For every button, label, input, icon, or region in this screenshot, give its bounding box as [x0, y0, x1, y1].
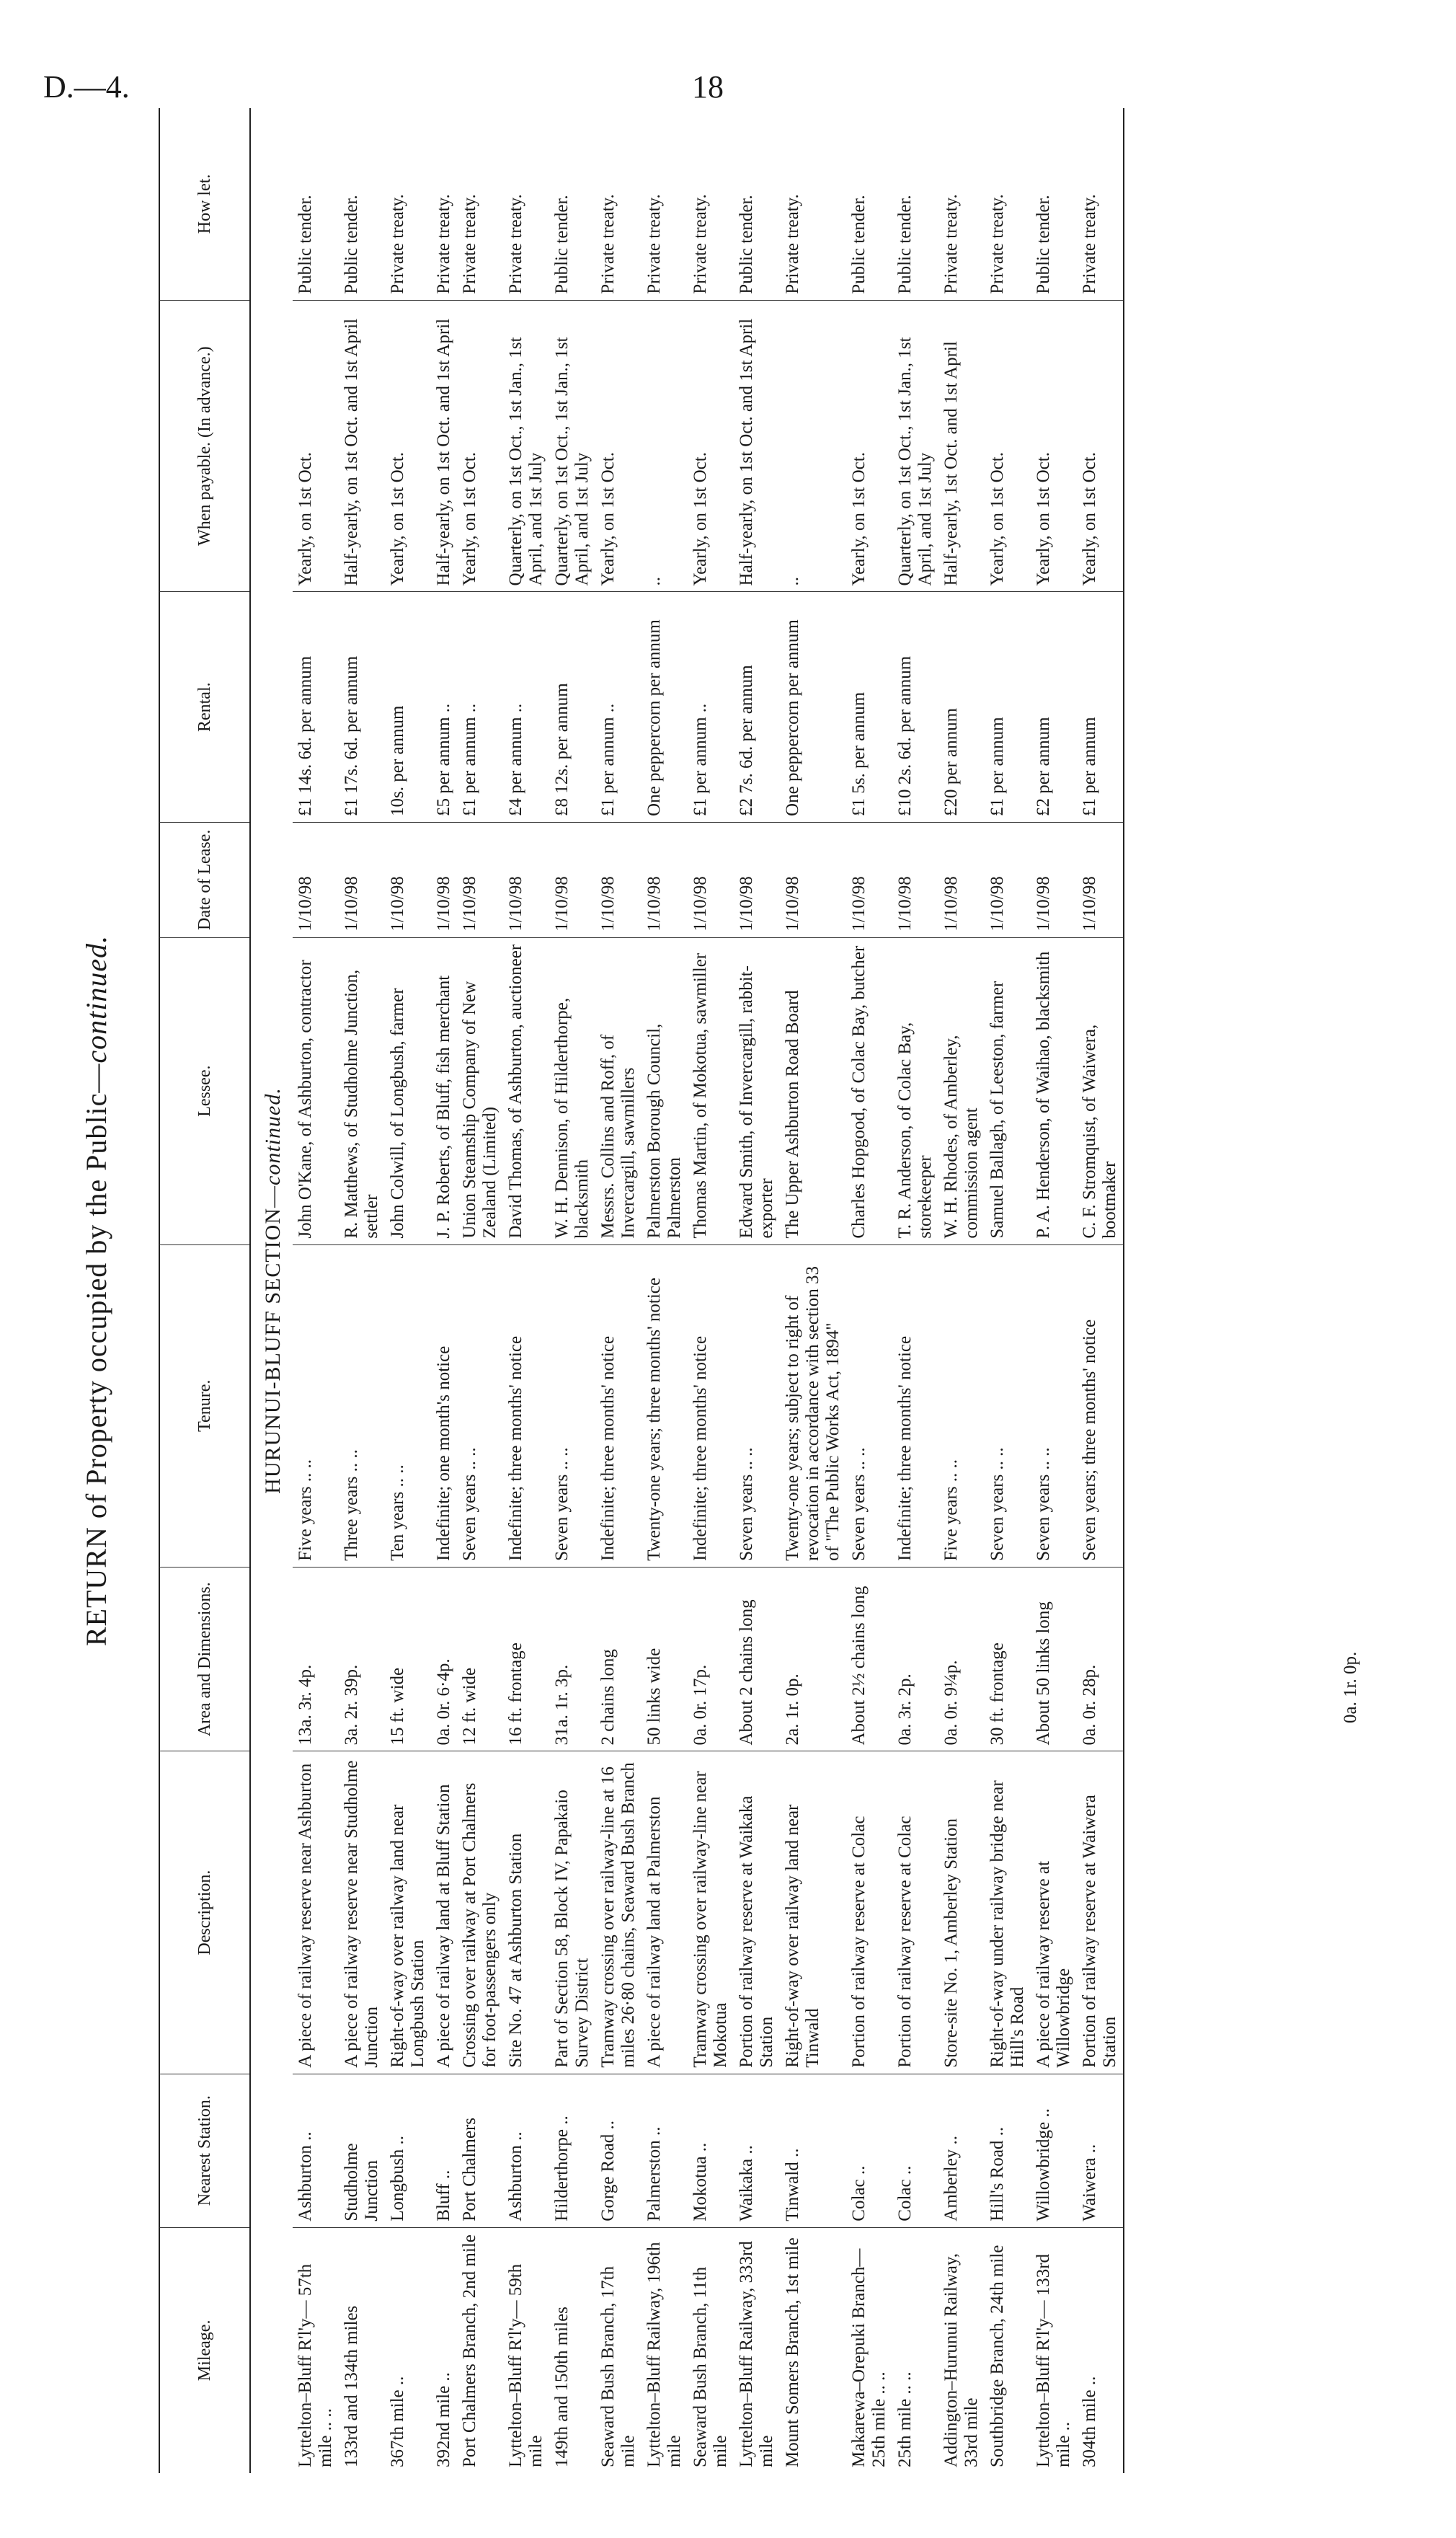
cell-mileage: Mount Somers Branch, 1st mile — [782, 2237, 802, 2467]
cell-lessee: Union Steamship Company of New Zealand (Limited) — [457, 937, 503, 1244]
table-row — [892, 108, 938, 2473]
cell-how: Private treaty. — [938, 108, 985, 300]
cell-rental: £1 per annum — [1077, 592, 1124, 822]
cell-tenure: Seven years; three months' notice — [1077, 1244, 1124, 1567]
cell-tenure: Seven years .. .. — [1031, 1244, 1077, 1567]
cell-date: 1/10/98 — [938, 822, 985, 937]
table-row — [431, 108, 457, 2473]
cell-tenure: Indefinite; three months' notice — [595, 1244, 642, 1567]
col-tenure: Tenure. — [159, 1244, 250, 1567]
cell-description: Tramway crossing over railway-line at 16 miles 26·80 chains, Seaward Bush Branch — [595, 1751, 642, 2074]
cell-payable: Quarterly, on 1st Oct., 1st Jan., 1st April, and 1st July — [503, 300, 549, 592]
cell-rental: £2 7s. 6d. per annum — [734, 592, 780, 822]
cell-description: Portion of railway reserve at Waiwera Station — [1077, 1751, 1124, 2074]
cell-description: Store-site No. 1, Amberley Station — [938, 1751, 985, 2074]
cell-date: 1/10/98 — [642, 822, 688, 937]
table-row — [339, 108, 385, 2473]
cell-payable: Half-yearly, on 1st Oct. and 1st April — [431, 300, 457, 592]
cell-payable: .. — [642, 300, 688, 592]
cell-lessee: The Upper Ashburton Road Board — [780, 937, 846, 1244]
cell-rental: £5 per annum .. — [431, 592, 457, 822]
cell-mileage: Lyttelton–Bluff Railway, 196th mile — [644, 2242, 684, 2467]
cell-date: 1/10/98 — [595, 822, 642, 937]
cell-lessee: R. Matthews, of Studholme Junction, settler — [339, 937, 385, 1244]
cell-mileage: 367th mile .. — [387, 2376, 407, 2467]
cell-area: 12 ft. wide — [457, 1567, 503, 1751]
cell-lessee: Messrs. Collins and Roff, of Invercargill, sawmillers — [595, 937, 642, 1244]
cell-payable: Yearly, on 1st Oct. — [1031, 300, 1077, 592]
col-description: Description. — [159, 1751, 250, 2074]
cell-lessee: W. H. Rhodes, of Amberley, commission agent — [938, 937, 985, 1244]
table-row — [642, 108, 688, 2473]
cell-area: About 2½ chains long — [846, 1567, 892, 1751]
cell-date: 1/10/98 — [892, 822, 938, 937]
cell-station: Mokotua .. — [688, 2074, 734, 2227]
col-mileage: Mileage. — [159, 2227, 250, 2473]
cell-description: A piece of railway reserve at Willowbridge — [1031, 1751, 1077, 2074]
cell-how: Private treaty. — [985, 108, 1031, 300]
cell-how: Public tender. — [734, 108, 780, 300]
section-name: HURUNUI-BLUFF SECTION— — [261, 1185, 285, 1494]
cell-rental: £8 12s. per annum — [549, 592, 595, 822]
section-row — [250, 108, 293, 2473]
cell-payable: Yearly, on 1st Oct. — [688, 300, 734, 592]
table-row — [549, 108, 595, 2473]
extra-area-note: 0a. 1r. 0p. — [1341, 1651, 1360, 1723]
cell-rental: One peppercorn per annum — [642, 592, 688, 822]
cell-date: 1/10/98 — [985, 822, 1031, 937]
col-rental: Rental. — [159, 592, 250, 822]
cell-rental: £1 per annum .. — [595, 592, 642, 822]
cell-lessee: David Thomas, of Ashburton, auctioneer — [503, 937, 549, 1244]
cell-date: 1/10/98 — [385, 822, 431, 937]
cell-area: About 50 links long — [1031, 1567, 1077, 1751]
cell-how: Private treaty. — [595, 108, 642, 300]
cell-lessee: Edward Smith, of Invercargill, rabbit-exporter — [734, 937, 780, 1244]
cell-how: Public tender. — [293, 108, 339, 300]
section-heading — [250, 108, 293, 2473]
cell-description: Crossing over railway at Port Chalmers for foot-passengers only — [457, 1751, 503, 2074]
cell-payable: Half-yearly, on 1st Oct. and 1st April — [339, 300, 385, 592]
cell-station: Waiwera .. — [1077, 2074, 1124, 2227]
cell-how: Private treaty. — [780, 108, 846, 300]
cell-description: Tramway crossing over railway-line near Mokotua — [688, 1751, 734, 2074]
cell-mileage: 392nd mile .. — [433, 2372, 453, 2467]
cell-how: Public tender. — [549, 108, 595, 300]
page-number: 18 — [692, 69, 724, 105]
cell-date: 1/10/98 — [688, 822, 734, 937]
table-row — [1077, 108, 1124, 2473]
cell-date: 1/10/98 — [549, 822, 595, 937]
cell-payable: Quarterly, on 1st Oct., 1st Jan., 1st April, and 1st July — [892, 300, 938, 592]
cell-area: 0a. 0r. 6·4p. — [431, 1567, 457, 1751]
cell-how: Public tender. — [892, 108, 938, 300]
cell-rental: £1 17s. 6d. per annum — [339, 592, 385, 822]
cell-date: 1/10/98 — [734, 822, 780, 937]
cell-description: A piece of railway land at Palmerston — [642, 1751, 688, 2074]
table-row — [846, 108, 892, 2473]
cell-date: 1/10/98 — [780, 822, 846, 937]
cell-station: Studholme Junction — [339, 2074, 385, 2227]
cell-payable: Yearly, on 1st Oct. — [385, 300, 431, 592]
cell-station: Longbush .. — [385, 2074, 431, 2227]
cell-how: Private treaty. — [1077, 108, 1124, 300]
cell-rental: £4 per annum .. — [503, 592, 549, 822]
cell-tenure: Five years .. .. — [938, 1244, 985, 1567]
cell-lessee: John Colwill, of Longbush, farmer — [385, 937, 431, 1244]
cell-how: Public tender. — [846, 108, 892, 300]
cell-how: Private treaty. — [503, 108, 549, 300]
cell-tenure: Seven years .. .. — [734, 1244, 780, 1567]
cell-mileage: Seaward Bush Branch, 11th mile — [690, 2266, 730, 2467]
cell-description: Portion of railway reserve at Colac — [892, 1751, 938, 2074]
cell-area: 0a. 3r. 2p. — [892, 1567, 938, 1751]
cell-how: Private treaty. — [642, 108, 688, 300]
table-row — [457, 108, 503, 2473]
cell-station: Amberley .. — [938, 2074, 985, 2227]
cell-lessee: J. P. Roberts, of Bluff, fish merchant — [431, 937, 457, 1244]
cell-tenure: Indefinite; three months' notice — [688, 1244, 734, 1567]
title-main: RETURN of Property occupied by the Public— — [80, 1063, 112, 1647]
cell-date: 1/10/98 — [457, 822, 503, 937]
cell-description: Portion of railway reserve at Waikaka Station — [734, 1751, 780, 2074]
cell-mileage: Makarewa–Orepuki Branch— 25th mile .. .. — [848, 2248, 889, 2467]
col-area: Area and Dimensions. — [159, 1567, 250, 1751]
cell-date: 1/10/98 — [503, 822, 549, 937]
cell-rental: £2 per annum — [1031, 592, 1077, 822]
cell-rental: £20 per annum — [938, 592, 985, 822]
cell-area: 0a. 0r. 9¼p. — [938, 1567, 985, 1751]
cell-area: 2a. 1r. 0p. — [780, 1567, 846, 1751]
cell-mileage: Lyttelton–Bluff R'l'y— 59th mile — [505, 2263, 546, 2467]
cell-station: Port Chalmers — [457, 2074, 503, 2227]
cell-payable: Yearly, on 1st Oct. — [985, 300, 1031, 592]
col-date-of-lease: Date of Lease. — [159, 822, 250, 937]
cell-mileage: 149th and 150th miles — [551, 2307, 572, 2467]
cell-how: Private treaty. — [688, 108, 734, 300]
cell-station: Ashburton .. — [503, 2074, 549, 2227]
cell-payable: Yearly, on 1st Oct. — [1077, 300, 1124, 592]
cell-station: Gorge Road .. — [595, 2074, 642, 2227]
cell-tenure: Seven years .. .. — [985, 1244, 1031, 1567]
col-lessee: Lessee. — [159, 937, 250, 1244]
cell-tenure: Seven years .. .. — [457, 1244, 503, 1567]
cell-payable: Half-yearly, 1st Oct. and 1st April — [938, 300, 985, 592]
table-row — [688, 108, 734, 2473]
cell-mileage: Addington–Hurunui Railway, 33rd mile — [941, 2253, 981, 2467]
cell-area: 31a. 1r. 3p. — [549, 1567, 595, 1751]
cell-date: 1/10/98 — [1077, 822, 1124, 937]
cell-mileage: Lyttelton–Bluff Railway, 333rd mile — [736, 2241, 776, 2467]
cell-how: Public tender. — [1031, 108, 1077, 300]
cell-rental: £1 14s. 6d. per annum — [293, 592, 339, 822]
cell-payable: Yearly, on 1st Oct. — [293, 300, 339, 592]
cell-mileage: 133rd and 134th miles — [341, 2305, 361, 2467]
cell-how: Private treaty. — [385, 108, 431, 300]
cell-mileage: Lyttelton–Bluff R'l'y— 57th mile .. .. — [295, 2263, 335, 2467]
table-row — [938, 108, 985, 2473]
cell-station: Hilderthorpe .. — [549, 2074, 595, 2227]
cell-rental: £1 per annum .. — [688, 592, 734, 822]
cell-mileage: Seaward Bush Branch, 17th mile — [598, 2265, 638, 2467]
property-return-table — [159, 108, 1124, 2473]
cell-station: Waikaka .. — [734, 2074, 780, 2227]
table-row — [985, 108, 1031, 2473]
page-title — [79, 108, 113, 2473]
cell-area: 3a. 2r. 39p. — [339, 1567, 385, 1751]
cell-area: 2 chains long — [595, 1567, 642, 1751]
cell-date: 1/10/98 — [846, 822, 892, 937]
cell-tenure: Seven years .. .. — [549, 1244, 595, 1567]
cell-station: Colac .. — [892, 2074, 938, 2227]
cell-description: Right-of-way over railway land near Longbush Station — [385, 1751, 431, 2074]
col-when-payable: When payable. (In advance.) — [159, 300, 250, 592]
cell-description: A piece of railway land at Bluff Station — [431, 1751, 457, 2074]
cell-date: 1/10/98 — [431, 822, 457, 937]
cell-rental: One peppercorn per annum — [780, 592, 846, 822]
cell-lessee: T. R. Anderson, of Colac Bay, storekeeper — [892, 937, 938, 1244]
table-row — [503, 108, 549, 2473]
cell-tenure: Twenty-one years; subject to right of revocation in accordance with section 33 of "The Public Works Act, 1894" — [780, 1244, 846, 1567]
cell-tenure: Indefinite; three months' notice — [503, 1244, 549, 1567]
cell-lessee: Palmerston Borough Council, Palmerston — [642, 937, 688, 1244]
cell-mileage: Port Chalmers Branch, 2nd mile — [459, 2234, 479, 2467]
cell-rental: £1 per annum — [985, 592, 1031, 822]
cell-mileage: 304th mile .. — [1077, 2227, 1124, 2473]
cell-description: Site No. 47 at Ashburton Station — [503, 1751, 549, 2074]
cell-station: Hill's Road .. — [985, 2074, 1031, 2227]
cell-tenure: Five years .. .. — [293, 1244, 339, 1567]
col-how-let: How let. — [159, 108, 250, 300]
cell-station: Colac .. — [846, 2074, 892, 2227]
table-row — [734, 108, 780, 2473]
cell-station: Palmerston .. — [642, 2074, 688, 2227]
cell-payable: Yearly, on 1st Oct. — [846, 300, 892, 592]
cell-area: 0a. 0r. 17p. — [688, 1567, 734, 1751]
table-row — [595, 108, 642, 2473]
table-row — [293, 108, 339, 2473]
cell-mileage: 25th mile .. .. — [895, 2371, 915, 2467]
rotated-table-area — [80, 108, 1384, 2473]
cell-description: A piece of railway reserve near Ashburton — [293, 1751, 339, 2074]
cell-station: Ashburton .. — [293, 2074, 339, 2227]
cell-area: 15 ft. wide — [385, 1567, 431, 1751]
cell-payable: Quarterly, on 1st Oct., 1st Jan., 1st April, and 1st July — [549, 300, 595, 592]
cell-area: 0a. 0r. 28p. — [1077, 1567, 1124, 1751]
cell-payable: .. — [780, 300, 846, 592]
cell-tenure: Indefinite; three months' notice — [892, 1244, 938, 1567]
cell-payable: Yearly, on 1st Oct. — [457, 300, 503, 592]
cell-area: About 2 chains long — [734, 1567, 780, 1751]
cell-how: Public tender. — [339, 108, 385, 300]
cell-tenure: Three years .. .. — [339, 1244, 385, 1567]
cell-tenure: Seven years .. .. — [846, 1244, 892, 1567]
table-row — [780, 108, 846, 2473]
cell-rental: 10s. per annum — [385, 592, 431, 822]
cell-mileage: Southbridge Branch, 24th mile — [987, 2245, 1007, 2467]
cell-tenure: Indefinite; one month's notice — [431, 1244, 457, 1567]
cell-date: 1/10/98 — [1031, 822, 1077, 937]
table-row — [385, 108, 431, 2473]
cell-tenure: Twenty-one years; three months' notice — [642, 1244, 688, 1567]
cell-rental: £1 5s. per annum — [846, 592, 892, 822]
cell-area: 50 links wide — [642, 1567, 688, 1751]
cell-lessee: Samuel Ballagh, of Leeston, farmer — [985, 937, 1031, 1244]
cell-mileage: Lyttelton–Bluff R'l'y— 133rd mile .. — [1033, 2253, 1073, 2467]
cell-rental: £1 per annum .. — [457, 592, 503, 822]
cell-payable: Half-yearly, on 1st Oct. and 1st April — [734, 300, 780, 592]
cell-lessee: W. H. Dennison, of Hilderthorpe, blacksmith — [549, 937, 595, 1244]
cell-how: Private treaty. — [431, 108, 457, 300]
table-row — [1031, 108, 1077, 2473]
cell-station: Willowbridge .. — [1031, 2074, 1077, 2227]
cell-how: Private treaty. — [457, 108, 503, 300]
page-reference: D.—4. — [43, 69, 130, 105]
cell-date: 1/10/98 — [293, 822, 339, 937]
cell-date: 1/10/98 — [339, 822, 385, 937]
header-row — [159, 108, 250, 2473]
cell-station: Tinwald .. — [780, 2074, 846, 2227]
cell-area: 16 ft. frontage — [503, 1567, 549, 1751]
cell-area: 30 ft. frontage — [985, 1567, 1031, 1751]
cell-description: Part of Section 58, Block IV, Papakaio Survey District — [549, 1751, 595, 2074]
cell-tenure: Ten years .. .. — [385, 1244, 431, 1567]
col-nearest-station: Nearest Station. — [159, 2074, 250, 2227]
cell-station: Bluff .. — [431, 2074, 457, 2227]
cell-lessee: Charles Hopgood, of Colac Bay, butcher — [846, 937, 892, 1244]
cell-description: Right-of-way over railway land near Tinwald — [780, 1751, 846, 2074]
title-continued: continued. — [80, 934, 112, 1064]
cell-lessee: C. F. Stromquist, of Waiwera, bootmaker — [1077, 937, 1124, 1244]
cell-area: 13a. 3r. 4p. — [293, 1567, 339, 1751]
cell-payable: Yearly, on 1st Oct. — [595, 300, 642, 592]
cell-lessee: P. A. Henderson, of Waihao, blacksmith — [1031, 937, 1077, 1244]
cell-rental: £10 2s. 6d. per annum — [892, 592, 938, 822]
cell-description: A piece of railway reserve near Studholme Junction — [339, 1751, 385, 2074]
cell-lessee: John O'Kane, of Ashburton, contractor — [293, 937, 339, 1244]
cell-description: Right-of-way under railway bridge near Hill's Road — [985, 1751, 1031, 2074]
cell-description: Portion of railway reserve at Colac — [846, 1751, 892, 2074]
cell-lessee: Thomas Martin, of Mokotua, sawmiller — [688, 937, 734, 1244]
section-continued: continued. — [261, 1087, 285, 1185]
